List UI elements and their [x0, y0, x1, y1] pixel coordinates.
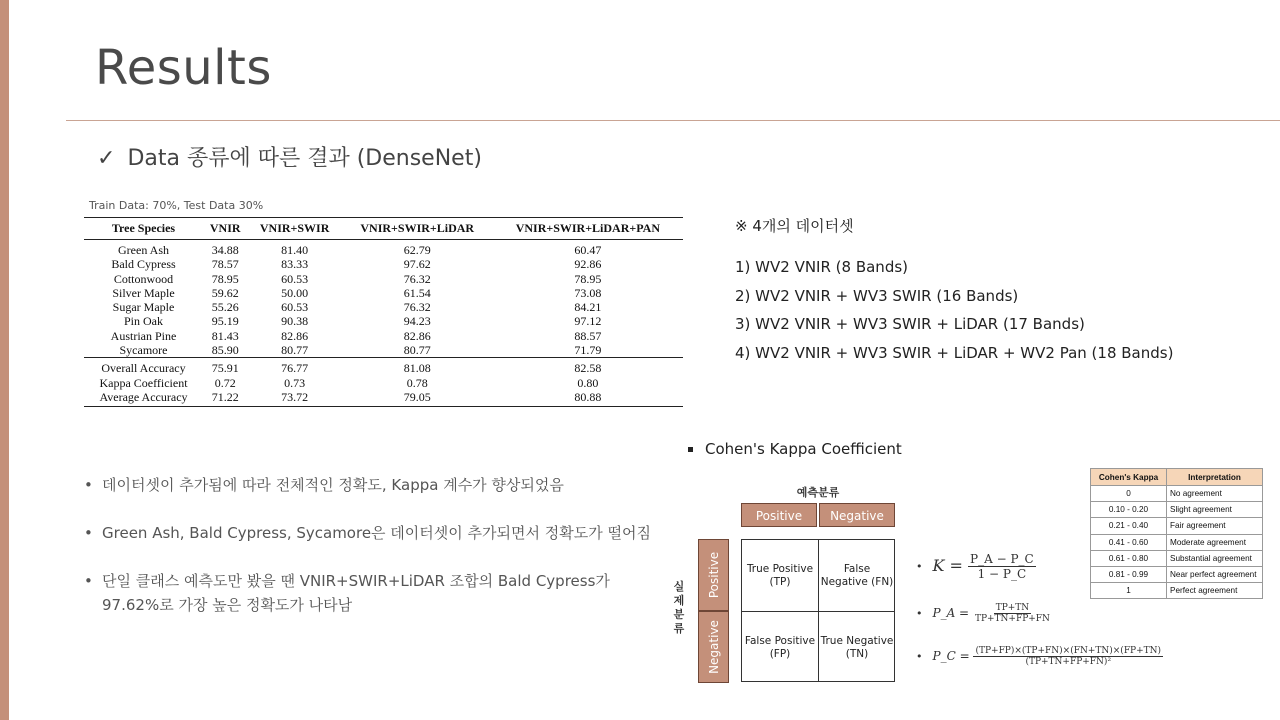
bullet-icon: • [84, 524, 93, 542]
metric-cell: Overall Accuracy [84, 358, 203, 376]
interpretation-cell: Near perfect agreement [1167, 566, 1263, 582]
bullet-icon: • [84, 476, 93, 494]
dataset-heading: ※ 4개의 데이터셋 [735, 217, 854, 235]
section-subtitle [97, 141, 482, 172]
cell-false-negative: False Negative (FN) [820, 563, 894, 588]
predicted-positive-header: Positive [741, 503, 817, 527]
checkmark-icon: ✓ [97, 146, 116, 171]
formula-lhs: P_C = [932, 649, 970, 663]
value-cell: 75.91 [203, 358, 247, 376]
table-row [84, 286, 683, 300]
value-cell: 80.77 [281, 343, 309, 358]
formula-fraction [968, 552, 1036, 581]
species-cell: Sycamore [119, 343, 168, 358]
kappa-range-cell: 0 [1091, 486, 1167, 502]
interpretation-cell: Fair agreement [1167, 518, 1263, 534]
actual-class-label [670, 580, 688, 636]
bullet-icon: • [916, 607, 923, 620]
pc-formula [916, 646, 1163, 667]
header-cell: Cohen's Kappa [1091, 469, 1167, 486]
summary-row [84, 376, 683, 390]
formula-denominator: TP+TN+FP+FN [974, 614, 1050, 624]
value-cell: 95.19 [211, 314, 239, 329]
value-cell: 82.58 [493, 358, 683, 376]
kappa-formula [916, 552, 1036, 581]
subtitle-text: Data 종류에 따른 결과 (DenseNet) [127, 146, 482, 171]
left-accent-bar [0, 0, 9, 720]
value-cell: 84.21 [574, 300, 602, 315]
actual-label-char: 제 [673, 594, 685, 607]
value-cell: 79.05 [342, 390, 493, 407]
predicted-class-label: 예측분류 [796, 486, 840, 499]
table-row [1091, 518, 1263, 534]
value-cell: 78.57 [211, 257, 239, 272]
confusion-matrix [741, 539, 895, 682]
kappa-heading [688, 440, 902, 458]
value-cell: 71.79 [574, 343, 602, 358]
cell-false-positive: False Positive (FP) [744, 635, 816, 660]
actual-positive-text: Positive [706, 551, 721, 599]
header-cell: Tree Species [84, 218, 203, 240]
value-cell: 34.88 [211, 243, 239, 257]
value-cell: 81.43 [211, 328, 239, 343]
table-row [1091, 534, 1263, 550]
species-cell: Sugar Maple [112, 300, 175, 315]
value-cell: 83.33 [281, 257, 309, 272]
table-row [1091, 566, 1263, 582]
list-item [84, 569, 664, 617]
findings-list [84, 473, 664, 641]
actual-negative-header [698, 611, 729, 683]
results-header-row [84, 218, 683, 240]
value-cell: 82.86 [281, 328, 309, 343]
summary-row [84, 390, 683, 407]
formula-numerator: TP+TN [995, 603, 1030, 613]
value-cell: 62.79 [403, 243, 431, 257]
kappa-range-cell: 0.21 - 0.40 [1091, 518, 1167, 534]
header-cell: VNIR+SWIR+LiDAR+PAN [493, 218, 683, 240]
species-cell: Silver Maple [112, 285, 175, 300]
value-cell: 61.54 [403, 285, 431, 300]
formula-lhs: K = [932, 556, 963, 575]
species-cell: Pin Oak [124, 314, 163, 329]
species-cell: Bald Cypress [111, 257, 176, 272]
interpretation-cell: Perfect agreement [1167, 583, 1263, 599]
list-item [84, 521, 664, 545]
value-cell: 90.38 [281, 314, 309, 329]
interpretation-cell: Substantial agreement [1167, 550, 1263, 566]
bullet-icon: • [84, 572, 93, 590]
value-cell: 82.86 [403, 328, 431, 343]
species-cell: Green Ash [118, 243, 169, 257]
value-cell: 73.08 [574, 285, 602, 300]
value-cell: 60.47 [574, 243, 602, 257]
header-cell: VNIR+SWIR [247, 218, 341, 240]
formula-denominator: (TP+TN+FP+FN)² [1025, 657, 1112, 667]
kappa-heading-text: Cohen's Kappa Coefficient [705, 440, 902, 458]
formula-denominator: 1 − P_C [977, 567, 1027, 581]
predicted-negative-header: Negative [819, 503, 895, 527]
value-cell: 50.00 [281, 285, 309, 300]
species-cell: Austrian Pine [110, 328, 177, 343]
value-cell: 55.26 [211, 300, 239, 315]
dataset-item: 4) WV2 VNIR + WV3 SWIR + LiDAR + WV2 Pan (18 Bands) [735, 344, 1174, 363]
value-cell: 0.73 [284, 375, 306, 390]
species-cell: Cottonwood [113, 271, 174, 286]
bullet-icon: • [916, 650, 923, 663]
pa-formula [916, 603, 1052, 624]
actual-label-char: 분 [673, 608, 685, 621]
metric-cell: Kappa Coefficient [99, 375, 188, 390]
formula-lhs: P_A = [932, 606, 970, 620]
value-cell: 94.23 [403, 314, 431, 329]
table-row [84, 257, 683, 271]
value-cell: 81.08 [342, 358, 493, 376]
value-cell: 97.62 [403, 257, 431, 272]
value-cell: 76.32 [403, 271, 431, 286]
value-cell: 60.53 [281, 271, 309, 286]
value-cell: 0.80 [577, 375, 599, 390]
value-cell: 80.77 [403, 343, 431, 358]
value-cell: 73.72 [247, 390, 341, 407]
dataset-item: 2) WV2 VNIR + WV3 SWIR (16 Bands) [735, 286, 1019, 305]
interpretation-cell: Moderate agreement [1167, 534, 1263, 550]
value-cell: 78.95 [574, 271, 602, 286]
value-cell: 88.57 [574, 328, 602, 343]
kappa-range-cell: 0.41 - 0.60 [1091, 534, 1167, 550]
page-title: Results [95, 40, 272, 96]
results-table [84, 217, 683, 407]
actual-label-char: 류 [673, 622, 685, 635]
title-divider [66, 120, 1280, 121]
list-item [84, 473, 664, 497]
formula-numerator: (TP+FP)×(TP+FN)×(FN+TN)×(FP+TN) [975, 646, 1162, 656]
interpretation-cell: Slight agreement [1167, 502, 1263, 518]
finding-text: 단일 클래스 예측도만 봤을 땐 VNIR+SWIR+LiDAR 조합의 Bald Cypress가 97.62%로 가장 높은 정확도가 나타남 [102, 572, 610, 614]
table-row [84, 300, 683, 314]
header-cell: VNIR [203, 218, 247, 240]
value-cell: 71.22 [203, 390, 247, 407]
formula-fraction [973, 603, 1052, 624]
dataset-list [735, 258, 1173, 373]
table-row [84, 314, 683, 328]
value-cell: 85.90 [211, 343, 239, 358]
train-test-note: Train Data: 70%, Test Data 30% [89, 199, 264, 212]
table-row [1091, 486, 1263, 502]
kappa-range-cell: 0.10 - 0.20 [1091, 502, 1167, 518]
value-cell: 92.86 [574, 257, 602, 272]
formula-numerator: P_A − P_C [970, 552, 1034, 566]
summary-row [84, 358, 683, 376]
kappa-interpretation-table [1090, 468, 1263, 599]
finding-text: 데이터셋이 추가됨에 따라 전체적인 정확도, Kappa 계수가 향상되었음 [102, 476, 564, 494]
table-row [84, 272, 683, 286]
dataset-item: 1) WV2 VNIR (8 Bands) [735, 258, 909, 276]
value-cell: 59.62 [211, 285, 239, 300]
value-cell: 80.88 [493, 390, 683, 407]
value-cell: 0.78 [406, 375, 428, 390]
table-row [84, 329, 683, 343]
actual-label-char: 실 [673, 580, 685, 593]
value-cell: 97.12 [574, 314, 602, 329]
value-cell: 60.53 [281, 300, 309, 315]
interp-header-row [1091, 469, 1263, 486]
value-cell: 76.32 [403, 300, 431, 315]
value-cell: 81.40 [281, 243, 309, 257]
kappa-range-cell: 0.81 - 0.99 [1091, 566, 1167, 582]
cell-true-negative: True Negative (TN) [820, 635, 894, 660]
metric-cell: Average Accuracy [84, 390, 203, 407]
kappa-range-cell: 0.61 - 0.80 [1091, 550, 1167, 566]
header-cell: VNIR+SWIR+LiDAR [342, 218, 493, 240]
value-cell: 76.77 [247, 358, 341, 376]
value-cell: 0.72 [214, 375, 236, 390]
kappa-range-cell: 1 [1091, 583, 1167, 599]
bullet-icon: • [916, 560, 923, 573]
square-bullet-icon [688, 447, 693, 452]
cell-true-positive: True Positive (TP) [746, 563, 814, 588]
table-row [84, 240, 683, 258]
actual-negative-text: Negative [706, 620, 721, 674]
table-row [1091, 583, 1263, 599]
table-row [1091, 502, 1263, 518]
table-row [84, 343, 683, 358]
table-row [1091, 550, 1263, 566]
value-cell: 78.95 [211, 271, 239, 286]
actual-positive-header [698, 539, 729, 611]
interpretation-cell: No agreement [1167, 486, 1263, 502]
dataset-item: 3) WV2 VNIR + WV3 SWIR + LiDAR (17 Bands) [735, 315, 1085, 334]
finding-text: Green Ash, Bald Cypress, Sycamore은 데이터셋이 추가되면서 정확도가 떨어짐 [102, 524, 651, 542]
formula-fraction [973, 646, 1163, 667]
header-cell: Interpretation [1167, 469, 1263, 486]
